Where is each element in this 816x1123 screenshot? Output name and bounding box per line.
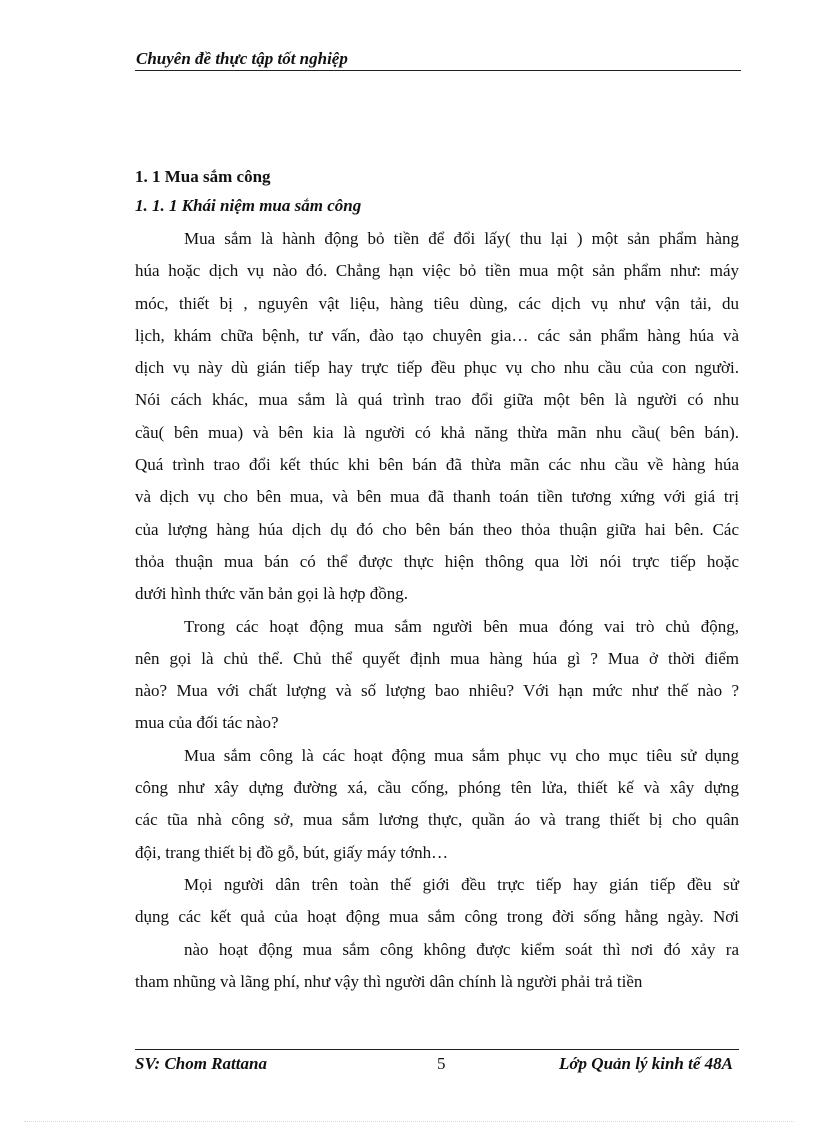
paragraph-line: Nói cách khác, mua sắm là quá trình trao đổi giữa một bên là người có nhu (135, 390, 739, 410)
paragraph-line: dưới hình thức văn bản gọi là hợp đồng. (135, 584, 408, 604)
paragraph-line: tham nhũng và lãng phí, như vậy thì người dân chính là người phải trả tiền (135, 971, 643, 991)
paragraph-line: công như xây dựng đường xá, cầu cống, phóng tên lửa, thiết kế và xây dựng (135, 778, 739, 798)
header-title: Chuyên đề thực tập tốt nghiệp (136, 49, 348, 68)
paragraph-line: cầu( bên mua) và bên kia là người có khả năng thừa mãn nhu cầu( bên bán). (135, 422, 739, 442)
section-heading: 1. 1 Mua sắm công (135, 167, 271, 186)
footer-page-number: 5 (437, 1054, 446, 1073)
paragraph-line: nào? Mua với chất lượng và số lượng bao nhiêu? Với hạn mức như thế nào ? (135, 681, 739, 701)
paragraph-line: dụng các kết quả của hoạt động mua sắm công trong đời sống hằng ngày. Nơi (135, 907, 739, 927)
paragraph-line: của lượng hàng húa dịch dụ đó cho bên bán theo thỏa thuận giữa hai bên. Các (135, 519, 739, 539)
paragraph-subject (135, 611, 739, 740)
subsection-heading: 1. 1. 1 Khái niệm mua sắm công (135, 196, 362, 215)
paragraph-line: nên gọi là chủ thể. Chủ thể quyết định mua hàng húa gì ? Mua ở thời điểm (135, 648, 739, 668)
paragraph-line: đội, trang thiết bị đồ gỗ, bút, giấy máy tớnh… (135, 842, 449, 862)
paragraph-line: Mua sắm công là các hoạt động mua sắm phục vụ cho mục tiêu sử dụng (184, 745, 739, 765)
paragraph-line: dịch vụ này dù gián tiếp hay trực tiếp đều phục vụ cho nhu cầu của con người. (135, 358, 739, 378)
paragraph-public-procurement (135, 740, 739, 869)
page-edge-divider (24, 1121, 794, 1122)
footer-class-name: Lớp Quản lý kinh tế 48A (559, 1054, 733, 1073)
paragraph-line: Trong các hoạt động mua sắm người bên mua đóng vai trò chủ động, (184, 616, 739, 636)
paragraph-line: Mua sắm là hành động bỏ tiền để đổi lấy( thu lại ) một sản phẩm hàng (184, 229, 739, 248)
paragraph-line: Mọi người dân trên toàn thế giới đều trực tiếp hay gián tiếp đều sử (184, 874, 739, 894)
paragraph-line: húa hoặc dịch vụ nào đó. Chẳng hạn việc bỏ tiền mua một sản phẩm như: máy (135, 261, 739, 281)
paragraph-line: và dịch vụ cho bên mua, và bên mua đã thanh toán tiền tương xứng với giá trị (135, 487, 739, 507)
paragraph-line: thỏa thuận mua bán có thể được thực hiện thông qua lời nói trực tiếp hoặc (135, 551, 739, 571)
page-footer (135, 1049, 739, 1080)
paragraph-line: mua của đối tác nào? (135, 713, 279, 733)
paragraph-line: nào hoạt động mua sắm công không được kiểm soát thì nơi đó xảy ra (184, 939, 739, 959)
paragraph-citizens (135, 869, 739, 998)
paragraph-definition (135, 223, 739, 611)
page-header (135, 46, 741, 71)
footer-student-name: SV: Chom Rattana (135, 1054, 267, 1073)
document-body (135, 162, 739, 998)
paragraph-line: lịch, khám chữa bệnh, tư vấn, đào tạo chuyên gia… các sản phẩm hàng húa và (135, 325, 739, 345)
paragraph-line: các tũa nhà công sở, mua sắm lương thực, quần áo và trang thiết bị cho quân (135, 810, 739, 830)
paragraph-line: móc, thiết bị , nguyên vật liệu, hàng tiêu dùng, các dịch vụ như vận tải, du (135, 293, 739, 313)
paragraph-line: Quá trình trao đổi kết thúc khi bên bán đã thừa mãn các nhu cầu về hàng húa (135, 455, 739, 475)
